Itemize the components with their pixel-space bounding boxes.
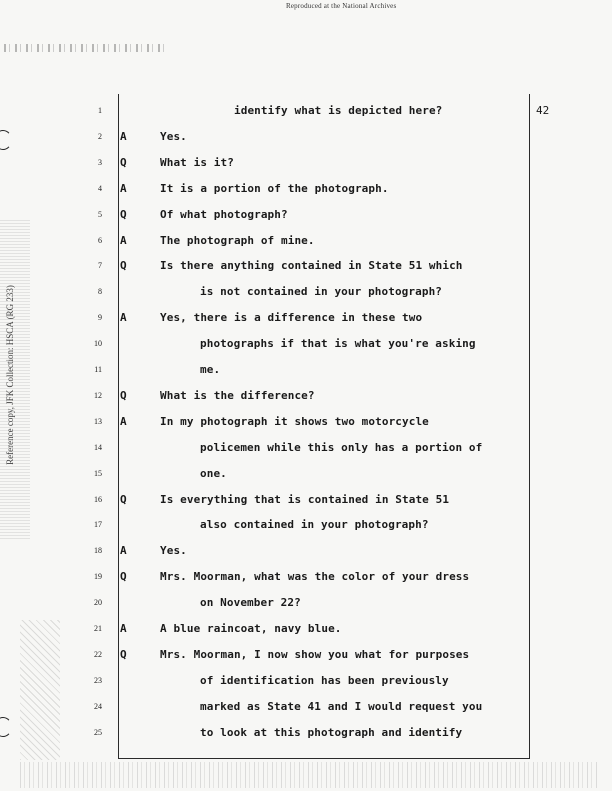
line-number: 20 bbox=[94, 598, 102, 607]
speaker-label: Q bbox=[120, 493, 127, 506]
punch-hole-icon bbox=[0, 717, 12, 737]
transcript-line: also contained in your photograph? bbox=[200, 518, 429, 531]
speaker-label: A bbox=[120, 311, 127, 324]
line-number: 7 bbox=[98, 261, 102, 270]
transcript-line: What is the difference? bbox=[160, 389, 315, 402]
line-number: 23 bbox=[94, 676, 102, 685]
transcript-line: The photograph of mine. bbox=[160, 234, 315, 247]
line-number: 16 bbox=[94, 495, 102, 504]
speaker-label: A bbox=[120, 182, 127, 195]
transcript-line: photographs if that is what you're asking bbox=[200, 337, 476, 350]
transcript-line: A blue raincoat, navy blue. bbox=[160, 622, 342, 635]
line-number: 1 bbox=[98, 106, 102, 115]
speaker-label: A bbox=[120, 415, 127, 428]
transcript-line: Is there anything contained in State 51 which bbox=[160, 259, 463, 272]
transcript-line: of identification has been previously bbox=[200, 674, 449, 687]
transcript-line: Yes, there is a difference in these two bbox=[160, 311, 423, 324]
speaker-label: Q bbox=[120, 570, 127, 583]
transcript-line: one. bbox=[200, 467, 227, 480]
transcript-line: Mrs. Moorman, I now show you what for purposes bbox=[160, 648, 470, 661]
line-number: 5 bbox=[98, 210, 102, 219]
transcript-line: to look at this photograph and identify bbox=[200, 726, 463, 739]
scan-noise bbox=[20, 620, 60, 760]
transcript-line: Yes. bbox=[160, 544, 187, 557]
transcript-line: me. bbox=[200, 363, 221, 376]
speaker-label: A bbox=[120, 130, 127, 143]
line-number: 19 bbox=[94, 572, 102, 581]
line-number: 22 bbox=[94, 650, 102, 659]
scan-noise bbox=[20, 762, 600, 788]
transcript-line: identify what is depicted here? bbox=[234, 104, 443, 117]
line-number: 14 bbox=[94, 443, 102, 452]
transcript-line: It is a portion of the photograph. bbox=[160, 182, 389, 195]
line-number: 11 bbox=[94, 365, 102, 374]
scan-noise bbox=[4, 44, 164, 52]
transcript-line: is not contained in your photograph? bbox=[200, 285, 443, 298]
line-number: 13 bbox=[94, 417, 102, 426]
speaker-label: A bbox=[120, 622, 127, 635]
speaker-label: Q bbox=[120, 648, 127, 661]
transcript-line: Yes. bbox=[160, 130, 187, 143]
line-number: 2 bbox=[98, 132, 102, 141]
page-number: 42 bbox=[536, 104, 550, 117]
speaker-label: Q bbox=[120, 259, 127, 272]
line-number: 3 bbox=[98, 158, 102, 167]
transcript-line: Of what photograph? bbox=[160, 208, 288, 221]
speaker-label: A bbox=[120, 234, 127, 247]
transcript-line: marked as State 41 and I would request you bbox=[200, 700, 483, 713]
line-number: 10 bbox=[94, 339, 102, 348]
speaker-label: Q bbox=[120, 156, 127, 169]
archive-header: Reproduced at the National Archives bbox=[286, 2, 397, 10]
line-number: 18 bbox=[94, 546, 102, 555]
line-number: 8 bbox=[98, 287, 102, 296]
sidebar-label: Reference copy, JFK Collection: HSCA (RG 233) bbox=[5, 285, 15, 465]
line-number: 6 bbox=[98, 236, 102, 245]
line-number: 12 bbox=[94, 391, 102, 400]
transcript-line: What is it? bbox=[160, 156, 234, 169]
line-number: 25 bbox=[94, 728, 102, 737]
transcript-line: Is everything that is contained in State 51 bbox=[160, 493, 450, 506]
speaker-label: Q bbox=[120, 208, 127, 221]
line-number: 15 bbox=[94, 469, 102, 478]
transcript-line: Mrs. Moorman, what was the color of your dress bbox=[160, 570, 470, 583]
speaker-label: A bbox=[120, 544, 127, 557]
speaker-label: Q bbox=[120, 389, 127, 402]
line-number: 24 bbox=[94, 702, 102, 711]
transcript-line: on November 22? bbox=[200, 596, 301, 609]
line-number: 9 bbox=[98, 313, 102, 322]
line-number: 21 bbox=[94, 624, 102, 633]
line-number: 17 bbox=[94, 520, 102, 529]
transcript-line: policemen while this only has a portion of bbox=[200, 441, 483, 454]
punch-hole-icon bbox=[0, 130, 12, 150]
line-number: 4 bbox=[98, 184, 102, 193]
transcript-line: In my photograph it shows two motorcycle bbox=[160, 415, 429, 428]
